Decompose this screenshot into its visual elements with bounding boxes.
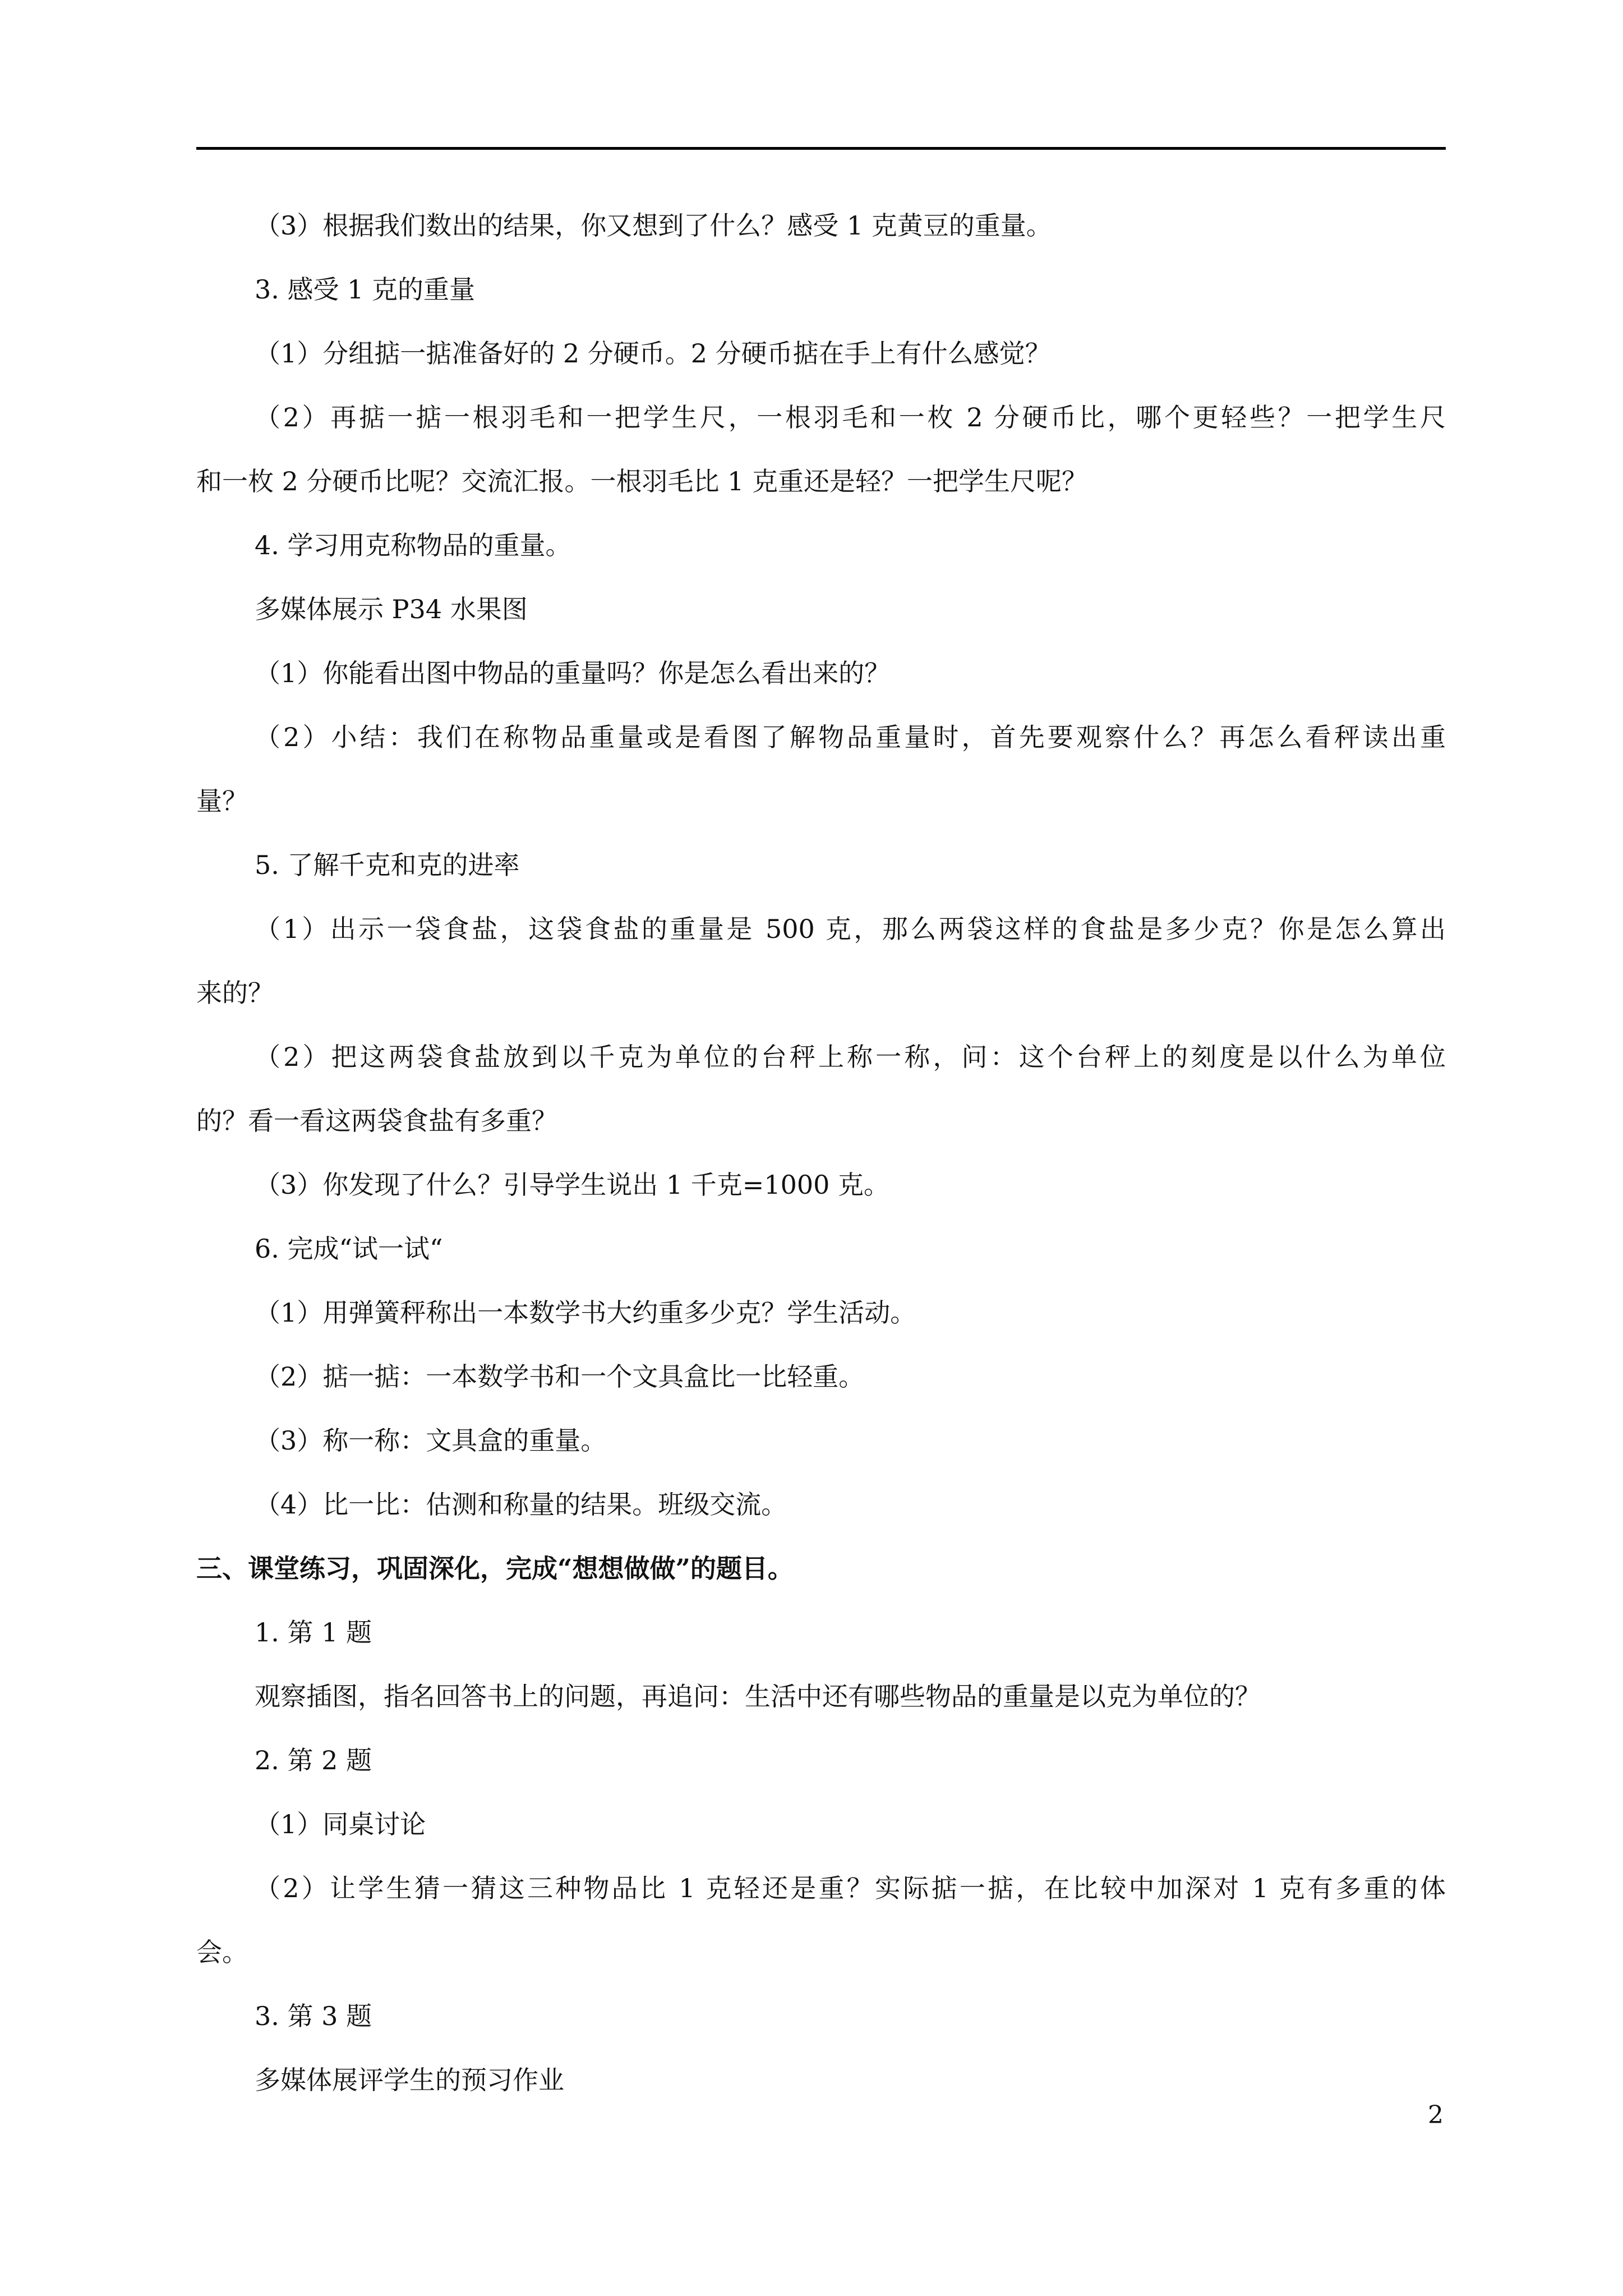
paragraph-line: （2）小结：我们在称物品重量或是看图了解物品重量时，首先要观察什么？再怎么看秤读出重 <box>255 722 1446 752</box>
paragraph-line: 3. 第 3 题 <box>255 2001 372 2031</box>
paragraph-line: 3. 感受 1 克的重量 <box>255 274 476 305</box>
paragraph-line: （4）比一比：估测和称量的结果。班级交流。 <box>255 1489 787 1520</box>
section-heading: 三、课堂练习，巩固深化，完成“想想做做”的题目。 <box>196 1553 794 1584</box>
paragraph-line: 观察插图，指名回答书上的问题，再追问：生活中还有哪些物品的重量是以克为单位的？ <box>255 1681 1261 1711</box>
paragraph-line: （2）让学生猜一猜这三种物品比 1 克轻还是重？实际掂一掂，在比较中加深对 1 克有多重的体 <box>255 1873 1446 1903</box>
paragraph-line: （1）用弹簧秤称出一本数学书大约重多少克？学生活动。 <box>255 1297 916 1328</box>
document-body <box>196 194 1446 2112</box>
paragraph-line: （3）你发现了什么？引导学生说出 1 千克=1000 克。 <box>255 1170 890 1200</box>
paragraph-line: （2）掂一掂：一本数学书和一个文具盒比一比轻重。 <box>255 1361 865 1392</box>
paragraph-line: 4. 学习用克称物品的重量。 <box>255 530 571 560</box>
paragraph-line: （1）你能看出图中物品的重量吗？你是怎么看出来的？ <box>255 658 891 688</box>
paragraph-line: （1）分组掂一掂准备好的 2 分硬币。2 分硬币掂在手上有什么感觉？ <box>255 338 1051 369</box>
paragraph-line: 量？ <box>196 786 248 816</box>
paragraph-line: （2）把这两袋食盐放到以千克为单位的台秤上称一称，问：这个台秤上的刻度是以什么为单位 <box>255 1042 1446 1072</box>
paragraph-line: （1）出示一袋食盐，这袋食盐的重量是 500 克，那么两袋这样的食盐是多少克？你是怎么算出 <box>255 914 1446 944</box>
paragraph-line: 来的？ <box>196 978 274 1008</box>
paragraph-line: 和一枚 2 分硬币比呢？交流汇报。一根羽毛比 1 克重还是轻？一把学生尺呢？ <box>196 466 1088 496</box>
header-rule <box>196 147 1446 150</box>
paragraph-line: （3）称一称：文具盒的重量。 <box>255 1425 607 1456</box>
paragraph-line: 会。 <box>196 1937 248 1967</box>
paragraph-line: 的？看一看这两袋食盐有多重？ <box>196 1106 557 1136</box>
paragraph-line: 多媒体展评学生的预习作业 <box>255 2065 564 2095</box>
paragraph-line: 2. 第 2 题 <box>255 1745 372 1775</box>
paragraph-line: （3）根据我们数出的结果，你又想到了什么？感受 1 克黄豆的重量。 <box>255 210 1052 241</box>
paragraph-line: 5. 了解千克和克的进率 <box>255 850 520 880</box>
paragraph-line: （1）同桌讨论 <box>255 1809 426 1839</box>
paragraph-line: 多媒体展示 P34 水果图 <box>255 594 528 624</box>
page-number: 2 <box>1428 2101 1444 2129</box>
paragraph-line: （2）再掂一掂一根羽毛和一把学生尺，一根羽毛和一枚 2 分硬币比，哪个更轻些？一把学生尺 <box>255 402 1446 432</box>
paragraph-line: 6. 完成“试一试“ <box>255 1234 443 1264</box>
paragraph-line: 1. 第 1 题 <box>255 1617 372 1648</box>
